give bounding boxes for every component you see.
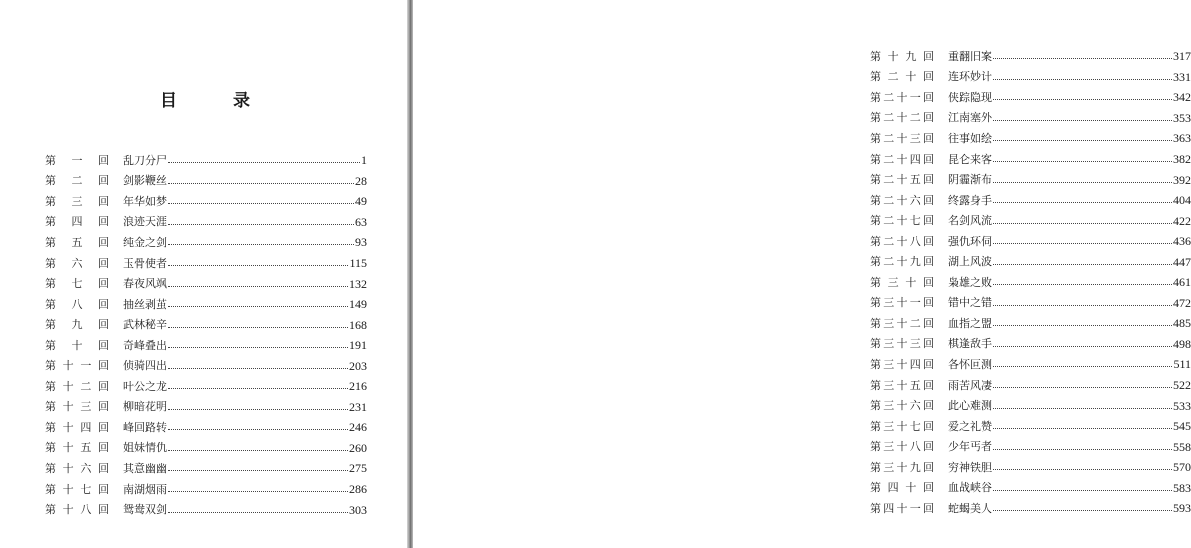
page-number: 49 — [355, 194, 367, 209]
chapter-title: 少年丐者 — [948, 440, 992, 454]
toc-entry — [870, 169, 1191, 190]
chapter-number: 第 二 十 三 回 — [870, 131, 934, 145]
toc-entry — [870, 210, 1191, 231]
chapter-title: 血指之盟 — [948, 316, 992, 330]
page-number: 382 — [1173, 152, 1191, 166]
page-number: 331 — [1173, 69, 1191, 84]
dot-leader — [993, 191, 1172, 203]
toc-entry — [870, 128, 1191, 149]
toc-list-right — [870, 46, 1191, 519]
page-number: 436 — [1173, 234, 1191, 249]
chapter-title: 爱之礼赞 — [948, 419, 992, 433]
chapter-title: 棋逢敌手 — [948, 337, 992, 351]
page-number: 447 — [1173, 254, 1191, 269]
page-number: 132 — [349, 276, 367, 291]
chapter-number: 第 二 回 — [45, 174, 109, 188]
toc-entry — [870, 436, 1191, 457]
chapter-title: 玉骨使者 — [123, 256, 167, 270]
toc-entry — [45, 479, 367, 500]
toc-entry — [870, 190, 1191, 211]
chapter-number: 第 十 四 回 — [45, 420, 109, 434]
dot-leader — [168, 480, 348, 492]
dot-leader — [168, 275, 348, 287]
chapter-number: 第 三 十 三 回 — [870, 337, 934, 351]
toc-entry — [45, 314, 367, 335]
toc-entry — [45, 499, 367, 520]
dot-leader — [168, 501, 348, 513]
chapter-number: 第 八 回 — [45, 297, 109, 311]
toc-entry — [870, 354, 1191, 375]
chapter-title: 南湖烟雨 — [123, 482, 167, 496]
dot-leader — [168, 295, 348, 307]
page-number: 533 — [1173, 398, 1191, 413]
chapter-title: 连环妙计 — [948, 70, 992, 84]
page-number: 558 — [1173, 439, 1191, 454]
chapter-title: 年华如梦 — [123, 194, 167, 208]
toc-entry — [45, 191, 367, 212]
dot-leader — [168, 254, 348, 266]
dot-leader — [993, 499, 1172, 511]
chapter-title: 柳暗花明 — [123, 400, 167, 414]
toc-entry — [870, 457, 1191, 478]
toc-entry — [870, 46, 1191, 67]
page-number: 404 — [1173, 193, 1191, 208]
page-number: 498 — [1173, 336, 1191, 351]
page-number: 522 — [1173, 378, 1191, 393]
page-number: 363 — [1173, 131, 1191, 146]
chapter-number: 第 十 五 回 — [45, 441, 109, 455]
chapter-title: 浪迹天涯 — [123, 215, 167, 229]
dot-leader — [168, 151, 360, 163]
dot-leader — [993, 314, 1172, 326]
page-number: 286 — [349, 482, 367, 497]
chapter-number: 第 二 十 二 回 — [870, 111, 934, 125]
page-number: 216 — [349, 379, 367, 394]
page-title — [160, 86, 250, 110]
chapter-number: 第 三 十 八 回 — [870, 440, 934, 454]
chapter-title: 江南塞外 — [948, 111, 992, 125]
page-number: 191 — [349, 338, 367, 353]
chapter-number: 第 三 十 九 回 — [870, 460, 934, 474]
dot-leader — [993, 47, 1172, 59]
page-number: 203 — [349, 358, 367, 373]
page-number: 246 — [349, 420, 367, 435]
page-number: 260 — [349, 440, 367, 455]
chapter-number: 第 二 十 五 回 — [870, 173, 934, 187]
dot-leader — [168, 377, 348, 389]
chapter-number: 第 二 十 八 回 — [870, 234, 934, 248]
page-number: 461 — [1173, 275, 1191, 290]
chapter-number: 第 十 六 回 — [45, 461, 109, 475]
chapter-number: 第 三 十 四 回 — [870, 357, 934, 371]
page-number: 1 — [361, 153, 367, 168]
page-number: 115 — [349, 256, 367, 270]
page-number: 422 — [1173, 213, 1191, 228]
chapter-number: 第 三 十 回 — [870, 275, 934, 289]
chapter-number: 第 十 八 回 — [45, 503, 109, 517]
toc-list-left — [45, 150, 367, 520]
chapter-title: 名剑风流 — [948, 214, 992, 228]
chapter-title: 叶公之龙 — [123, 379, 167, 393]
toc-entry — [870, 108, 1191, 129]
dot-leader — [993, 171, 1172, 183]
dot-leader — [168, 439, 348, 451]
dot-leader — [993, 253, 1172, 265]
chapter-number: 第 十 一 回 — [45, 359, 109, 373]
right-page — [413, 0, 1191, 548]
toc-entry — [870, 67, 1191, 88]
toc-entry — [45, 438, 367, 459]
dot-leader — [993, 129, 1172, 141]
page-number: 93 — [355, 235, 367, 250]
chapter-number: 第 三 十 六 回 — [870, 399, 934, 413]
dot-leader — [993, 232, 1172, 244]
chapter-title: 雨苦风凄 — [948, 378, 992, 392]
dot-leader — [168, 336, 348, 348]
chapter-number: 第 九 回 — [45, 318, 109, 332]
dot-leader — [168, 172, 354, 184]
dot-leader — [168, 192, 354, 204]
toc-entry — [870, 334, 1191, 355]
title-char: 录 — [233, 90, 250, 111]
chapter-number: 第 三 回 — [45, 194, 109, 208]
chapter-number: 第 二 十 回 — [870, 70, 934, 84]
dot-leader — [993, 68, 1172, 80]
toc-entry — [870, 293, 1191, 314]
chapter-title: 枭雄之败 — [948, 275, 992, 289]
chapter-title: 错中之错 — [948, 296, 992, 310]
dot-leader — [168, 398, 348, 410]
dot-leader — [168, 316, 348, 328]
chapter-title: 武林秘辛 — [123, 318, 167, 332]
chapter-number: 第 四 十 回 — [870, 481, 934, 495]
chapter-number: 第 十 二 回 — [45, 379, 109, 393]
chapter-title: 峰回路转 — [123, 420, 167, 434]
dot-leader — [168, 233, 354, 245]
dot-leader — [993, 458, 1172, 470]
chapter-title: 其意幽幽 — [123, 461, 167, 475]
chapter-title: 血战峡谷 — [948, 481, 992, 495]
page-number: 545 — [1173, 419, 1191, 434]
dot-leader — [993, 479, 1172, 491]
page-number: 231 — [349, 399, 367, 414]
toc-entry — [870, 375, 1191, 396]
chapter-title: 湖上风波 — [948, 255, 992, 269]
chapter-title: 抽丝剥茧 — [123, 297, 167, 311]
toc-entry — [45, 355, 367, 376]
toc-entry — [45, 397, 367, 418]
dot-leader — [168, 418, 348, 430]
page-number: 28 — [355, 173, 367, 188]
toc-entry — [870, 251, 1191, 272]
chapter-title: 鸳鸯双剑 — [123, 503, 167, 517]
chapter-number: 第 三 十 五 回 — [870, 378, 934, 392]
chapter-number: 第 十 七 回 — [45, 482, 109, 496]
page-number: 342 — [1173, 90, 1191, 105]
chapter-title: 强仇环伺 — [948, 234, 992, 248]
chapter-title: 蛇蝎美人 — [948, 501, 992, 515]
chapter-number: 第 二 十 一 回 — [870, 90, 934, 104]
toc-entry — [870, 477, 1191, 498]
page-number: 317 — [1173, 49, 1191, 64]
chapter-number: 第 十 九 回 — [870, 49, 934, 63]
toc-entry — [45, 212, 367, 233]
chapter-title: 阴霾渐布 — [948, 173, 992, 187]
chapter-title: 侠踪隐现 — [948, 90, 992, 104]
dot-leader — [168, 213, 354, 225]
toc-entry — [45, 376, 367, 397]
chapter-title: 春夜风飒 — [123, 277, 167, 291]
chapter-number: 第 一 回 — [45, 153, 109, 167]
chapter-number: 第 五 回 — [45, 235, 109, 249]
chapter-title: 穷神铁胆 — [948, 460, 992, 474]
dot-leader — [993, 88, 1172, 100]
toc-entry — [45, 335, 367, 356]
chapter-number: 第 四 十 一 回 — [870, 501, 934, 515]
toc-entry — [870, 231, 1191, 252]
chapter-number: 第 十 回 — [45, 338, 109, 352]
chapter-number: 第 三 十 七 回 — [870, 419, 934, 433]
dot-leader — [993, 294, 1172, 306]
page-number: 63 — [355, 214, 367, 229]
toc-entry — [45, 253, 367, 274]
chapter-number: 第 二 十 七 回 — [870, 214, 934, 228]
toc-entry — [870, 149, 1191, 170]
page-number: 570 — [1173, 460, 1191, 475]
title-char: 目 — [160, 90, 177, 111]
chapter-title: 重翻旧案 — [948, 49, 992, 63]
toc-entry — [45, 150, 367, 171]
chapter-number: 第 四 回 — [45, 215, 109, 229]
dot-leader — [993, 397, 1172, 409]
page-number: 485 — [1173, 316, 1191, 331]
chapter-title: 各怀叵测 — [948, 357, 992, 371]
page-number: 275 — [349, 461, 367, 476]
dot-leader — [168, 357, 348, 369]
chapter-title: 奇峰叠出 — [123, 338, 167, 352]
page-number: 168 — [349, 317, 367, 332]
page-number: 149 — [349, 297, 367, 312]
page-number: 472 — [1173, 295, 1191, 310]
chapter-title: 乱刀分尸 — [123, 153, 167, 167]
dot-leader — [993, 438, 1172, 450]
dot-leader — [993, 376, 1172, 388]
page-number: 593 — [1173, 501, 1191, 516]
dot-leader — [993, 109, 1172, 121]
dot-leader — [993, 417, 1172, 429]
chapter-title: 纯金之剑 — [123, 235, 167, 249]
toc-entry — [870, 395, 1191, 416]
chapter-title: 剑影鞭丝 — [123, 174, 167, 188]
dot-leader — [993, 212, 1172, 224]
chapter-number: 第 七 回 — [45, 277, 109, 291]
chapter-title: 终露身手 — [948, 193, 992, 207]
page-number: 303 — [349, 502, 367, 517]
chapter-title: 姐妹情仇 — [123, 441, 167, 455]
chapter-number: 第 二 十 六 回 — [870, 193, 934, 207]
chapter-title: 昆仑来客 — [948, 152, 992, 166]
toc-entry — [45, 294, 367, 315]
dot-leader — [993, 150, 1172, 162]
page-number: 353 — [1173, 110, 1191, 125]
dot-leader — [993, 355, 1172, 367]
chapter-number: 第 二 十 九 回 — [870, 255, 934, 269]
toc-entry — [45, 458, 367, 479]
chapter-number: 第 十 三 回 — [45, 400, 109, 414]
chapter-title: 往事如绘 — [948, 131, 992, 145]
page-number: 392 — [1173, 172, 1191, 187]
chapter-number: 第 二 十 四 回 — [870, 152, 934, 166]
page-number: 583 — [1173, 480, 1191, 495]
toc-entry — [870, 87, 1191, 108]
chapter-number: 第 三 十 二 回 — [870, 316, 934, 330]
left-page — [0, 0, 407, 548]
dot-leader — [168, 459, 348, 471]
toc-entry — [870, 272, 1191, 293]
page-number: 511 — [1173, 357, 1191, 372]
chapter-title: 侦骑四出 — [123, 359, 167, 373]
toc-entry — [870, 416, 1191, 437]
toc-entry — [870, 313, 1191, 334]
toc-entry — [45, 417, 367, 438]
toc-entry — [45, 232, 367, 253]
chapter-title: 此心难测 — [948, 399, 992, 413]
dot-leader — [993, 335, 1172, 347]
toc-entry — [870, 498, 1191, 519]
chapter-number: 第 三 十 一 回 — [870, 296, 934, 310]
dot-leader — [993, 273, 1172, 285]
toc-entry — [45, 273, 367, 294]
toc-entry — [45, 171, 367, 192]
chapter-number: 第 六 回 — [45, 256, 109, 270]
